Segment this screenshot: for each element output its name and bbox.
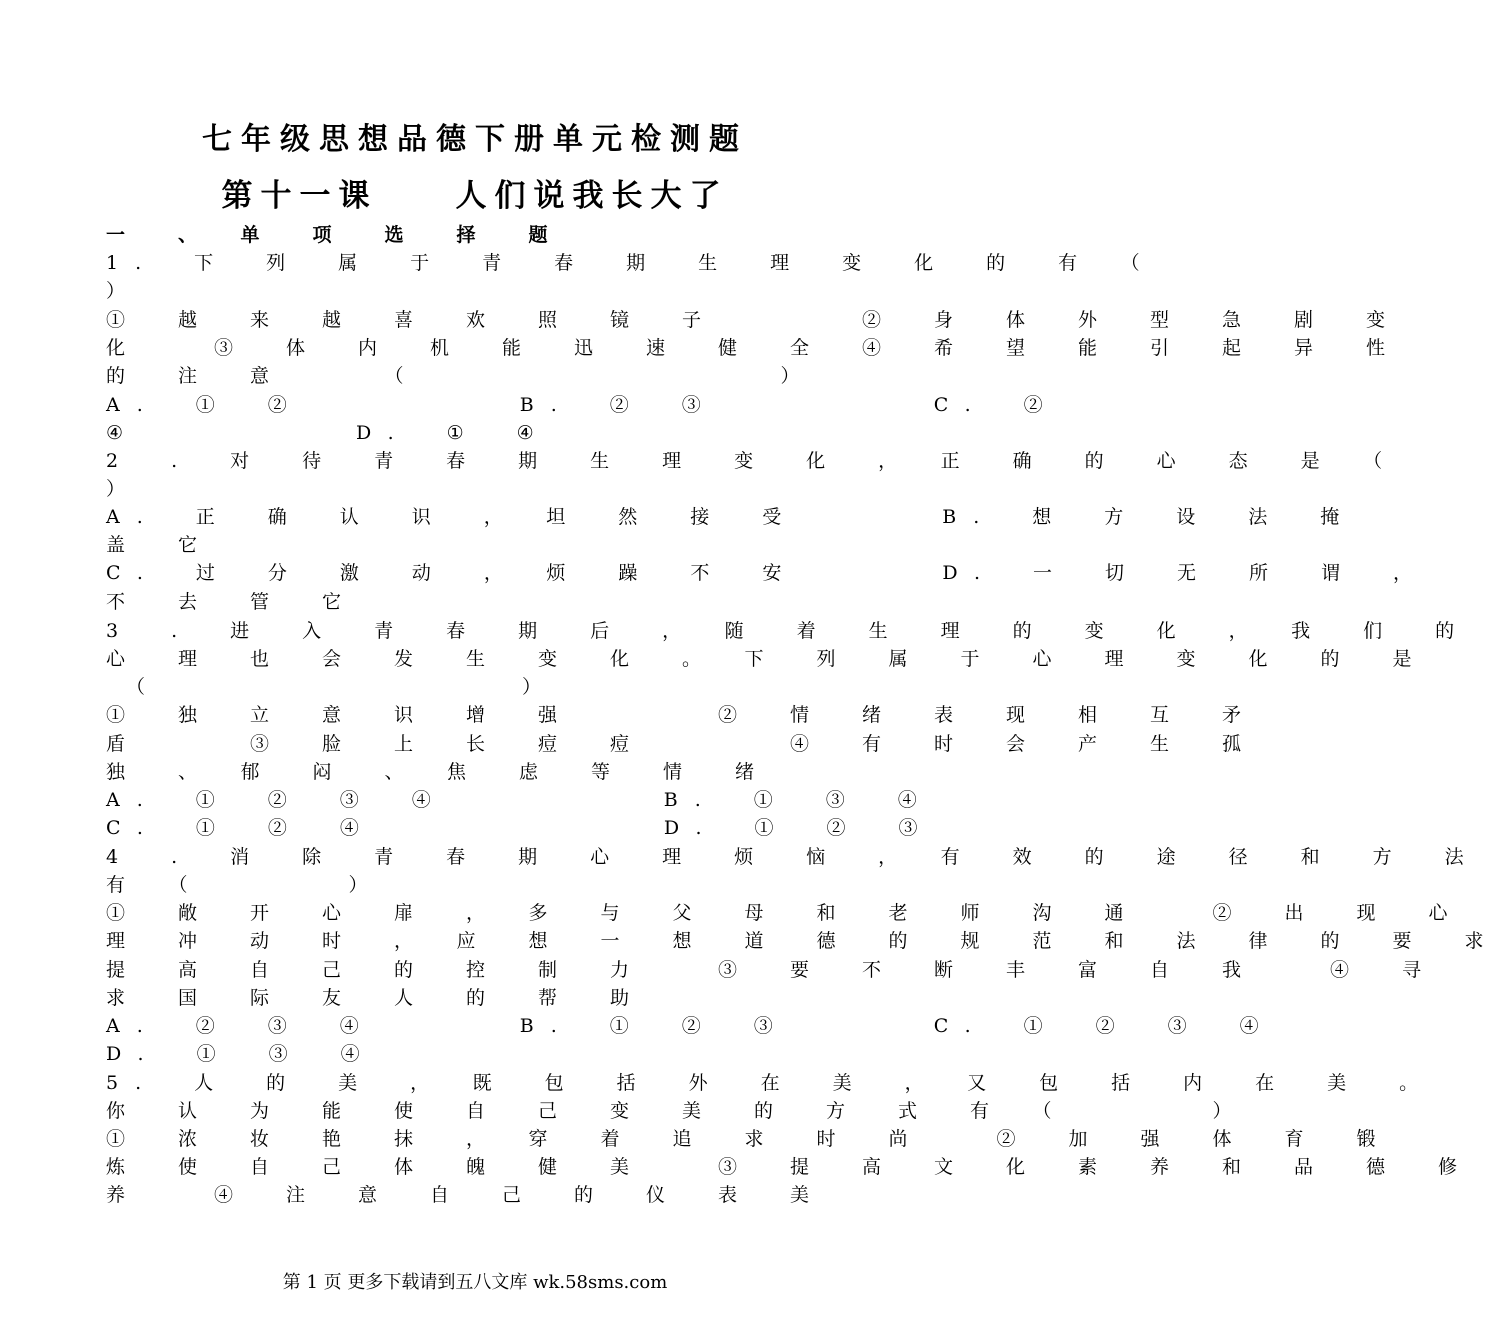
question-1-items: 的 注 意 （ ） xyxy=(106,365,817,387)
page-footer: 第 1 页 更多下载请到五八文库 wk.58sms.com xyxy=(282,1272,668,1293)
question-1-options: ④ D. ① ④ xyxy=(106,422,551,444)
question-3-items: 独 、 郁 闷 、 焦 虑 等 情 绪 xyxy=(106,761,772,783)
question-2-options: 不 去 管 它 xyxy=(106,591,359,613)
question-1-options: A. ① ② B. ② ③ C. ② xyxy=(106,394,1060,416)
question-4-stem-end: 有 （ ） xyxy=(106,874,385,896)
question-5-items: 养 ④ 注 意 自 己 的 仪 表 美 xyxy=(106,1184,827,1206)
question-4-items: 求 国 际 友 人 的 帮 助 xyxy=(106,987,647,1009)
question-3-items: ① 独 立 意 识 增 强 ② 情 绪 表 现 相 互 矛 xyxy=(106,704,1259,726)
question-2-options: A. 正 确 认 识 ， 坦 然 接 受 B. 想 方 设 法 掩 xyxy=(106,506,1357,528)
question-3-stem: 心 理 也 会 发 生 变 化 。 下 列 属 于 心 理 变 化 的 是 xyxy=(106,648,1429,670)
question-4-options: A. ② ③ ④ B. ① ② ③ C. ① ② ③ ④ xyxy=(106,1015,1276,1037)
question-2-stem-end: ） xyxy=(106,478,143,500)
question-4-items: 理 冲 动 时 ， 应 想 一 想 道 德 的 规 范 和 法 律 的 要 求 xyxy=(106,930,1501,952)
question-1-stem-end: ） xyxy=(106,280,143,302)
question-5-stem: 5. 人 的 美 ， 既 包 括 外 在 美 ， 又 包 括 内 在 美 。 xyxy=(106,1072,1436,1094)
question-2-options: C. 过 分 激 动 ， 烦 躁 不 安 D. 一 切 无 所 谓 ， xyxy=(106,562,1429,584)
question-5-items: ① 浓 妆 艳 抹 ， 穿 着 追 求 时 尚 ② 加 强 体 育 锻 xyxy=(106,1128,1393,1150)
question-3-stem-end: （ ） xyxy=(126,676,559,698)
question-1-items: ① 越 来 越 喜 欢 照 镜 子 ② 身 体 外 型 急 剧 变 xyxy=(106,309,1403,331)
question-3-options: A. ① ② ③ ④ B. ① ③ ④ xyxy=(106,789,934,811)
question-1-items: 化 ③ 体 内 机 能 迅 速 健 全 ④ 希 望 能 引 起 异 性 xyxy=(106,337,1403,359)
question-1-stem: 1. 下 列 属 于 青 春 期 生 理 变 化 的 有 （ xyxy=(106,252,1157,274)
question-2-stem: 2 . 对 待 青 春 期 生 理 变 化 ， 正 确 的 心 态 是 （ xyxy=(106,450,1400,472)
lesson-title: 第十一课 人们说我长大了 xyxy=(221,178,729,214)
question-4-items: ① 敞 开 心 扉 ， 多 与 父 母 和 老 师 沟 通 ② 出 现 心 xyxy=(106,902,1465,924)
question-5-items: 炼 使 自 己 体 魄 健 美 ③ 提 高 文 化 素 养 和 品 德 修 xyxy=(106,1156,1475,1178)
document-title: 七年级思想品德下册单元检测题 xyxy=(202,122,748,157)
question-3-stem: 3 . 进 入 青 春 期 后 ， 随 着 生 理 的 变 化 ， 我 们 的 xyxy=(106,620,1472,642)
section-heading: 一 、 单 项 选 择 题 xyxy=(106,224,565,246)
question-2-options: 盖 它 xyxy=(106,534,215,556)
question-4-stem: 4 . 消 除 青 春 期 心 理 烦 恼 ， 有 效 的 途 径 和 方 法 xyxy=(106,846,1481,868)
question-4-options: D. ① ③ ④ xyxy=(106,1043,377,1065)
question-3-options: C. ① ② ④ D. ① ② ③ xyxy=(106,817,935,839)
question-4-items: 提 高 自 己 的 控 制 力 ③ 要 不 断 丰 富 自 我 ④ 寻 xyxy=(106,959,1439,981)
question-3-items: 盾 ③ 脸 上 长 痘 痘 ④ 有 时 会 产 生 孤 xyxy=(106,733,1259,755)
question-5-stem: 你 认 为 能 使 自 己 变 美 的 方 式 有 （ ） xyxy=(106,1100,1249,1122)
